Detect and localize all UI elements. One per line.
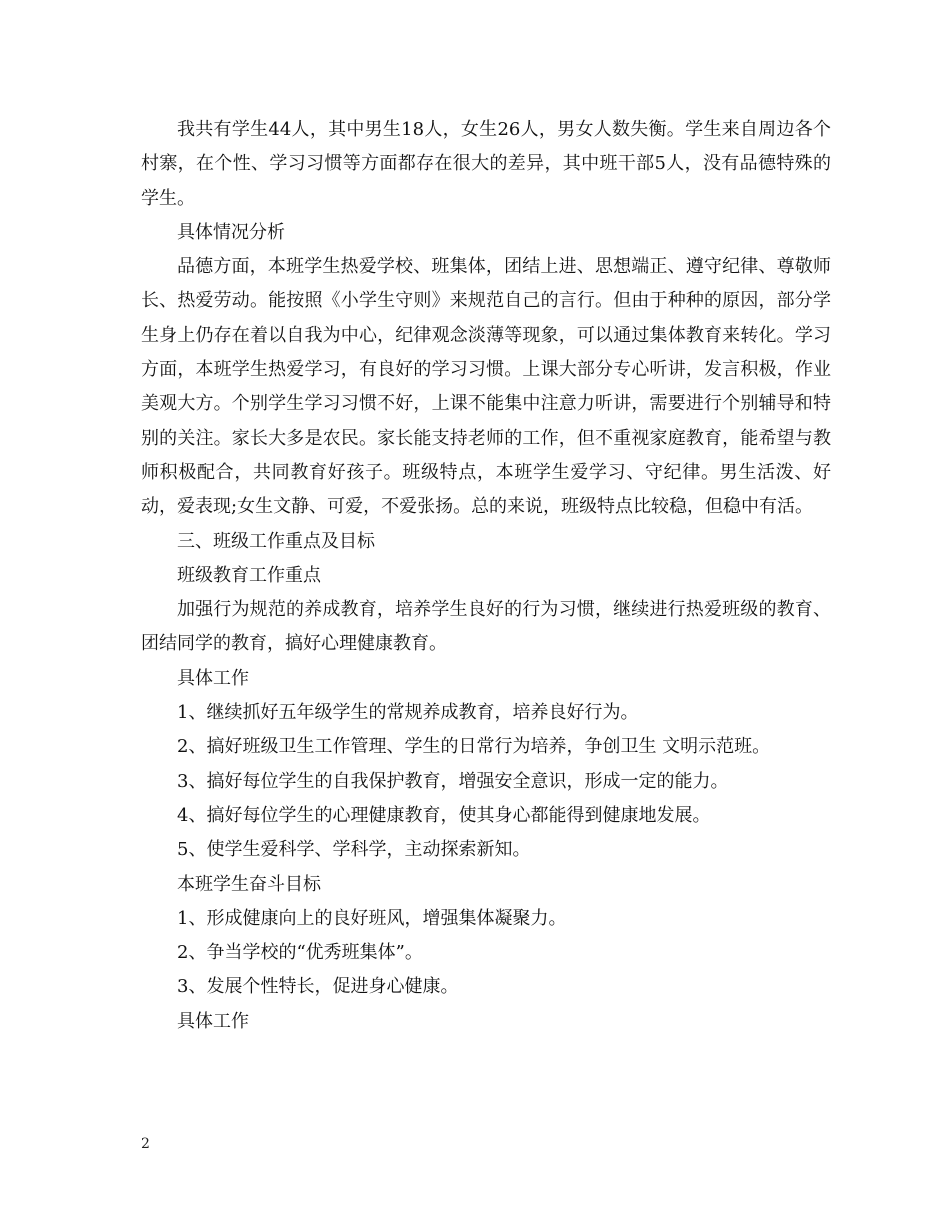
paragraph-situation-details: 品德方面，本班学生热爱学校、班集体，团结上进、思想端正、遵守纪律、尊敬师长、热爱劳动。能按照《小学生守则》来规范自己的言行。但由于种种的原因，部分学生身上仍存在着以自我为中心，纪律观念淡薄等现象，可以通过集体教育来转化。学习方面，本班学生热爱学习，有良好的学习习惯。上课大部分专心听讲，发言积极，作业美观大方。个别学生学习习惯不好，上课不能集中注意力听讲，需要进行个别辅导和特别的关注。家长大多是农民。家长能支持老师的工作，但不重视家庭教育，能希望与教师积极配合，共同教育好孩子。班级特点，本班学生爱学习、守纪律。男生活泼、好动，爱表现;女生文静、可爱，不爱张扬。总的来说，班级特点比较稳，但稳中有活。 — [141, 256, 831, 518]
heading-education-focus: 班级教育工作重点 — [177, 564, 321, 586]
list-item-work-4: 4、搞好每位学生的心理健康教育，使其身心都能得到健康地发展。 — [177, 804, 711, 826]
heading-class-goals: 本班学生奋斗目标 — [177, 873, 321, 895]
list-item-goal-2: 2、争当学校的“优秀班集体”。 — [177, 942, 423, 964]
page-number: 2 — [141, 1136, 150, 1152]
heading-situation-analysis: 具体情况分析 — [177, 221, 285, 243]
heading-section-three: 三、班级工作重点及目标 — [177, 530, 375, 552]
list-item-work-2: 2、搞好班级卫生工作管理、学生的日常行为培养，争创卫生 文明示范班。 — [177, 736, 771, 758]
list-item-work-1: 1、继续抓好五年级学生的常规养成教育，培养良好行为。 — [177, 702, 639, 724]
heading-specific-work-2: 具体工作 — [177, 1010, 249, 1032]
list-item-goal-1: 1、形成健康向上的良好班风，增强集体凝聚力。 — [177, 907, 567, 929]
document-body — [141, 113, 831, 1039]
heading-specific-work: 具体工作 — [177, 667, 249, 689]
paragraph-student-overview: 我共有学生44人，其中男生18人，女生26人，男女人数失衡。学生来自周边各个村寨，在个性、学习习惯等方面都存在很大的差异，其中班干部5人，没有品德特殊的学生。 — [141, 119, 831, 209]
list-item-work-5: 5、使学生爱科学、学科学，主动探索新知。 — [177, 839, 531, 861]
paragraph-education-focus: 加强行为规范的养成教育，培养学生良好的行为习惯，继续进行热爱班级的教育、团结同学的教育，搞好心理健康教育。 — [141, 599, 831, 655]
list-item-work-3: 3、搞好每位学生的自我保护教育，增强安全意识，形成一定的能力。 — [177, 770, 729, 792]
list-item-goal-3: 3、发展个性特长，促进身心健康。 — [177, 976, 459, 998]
